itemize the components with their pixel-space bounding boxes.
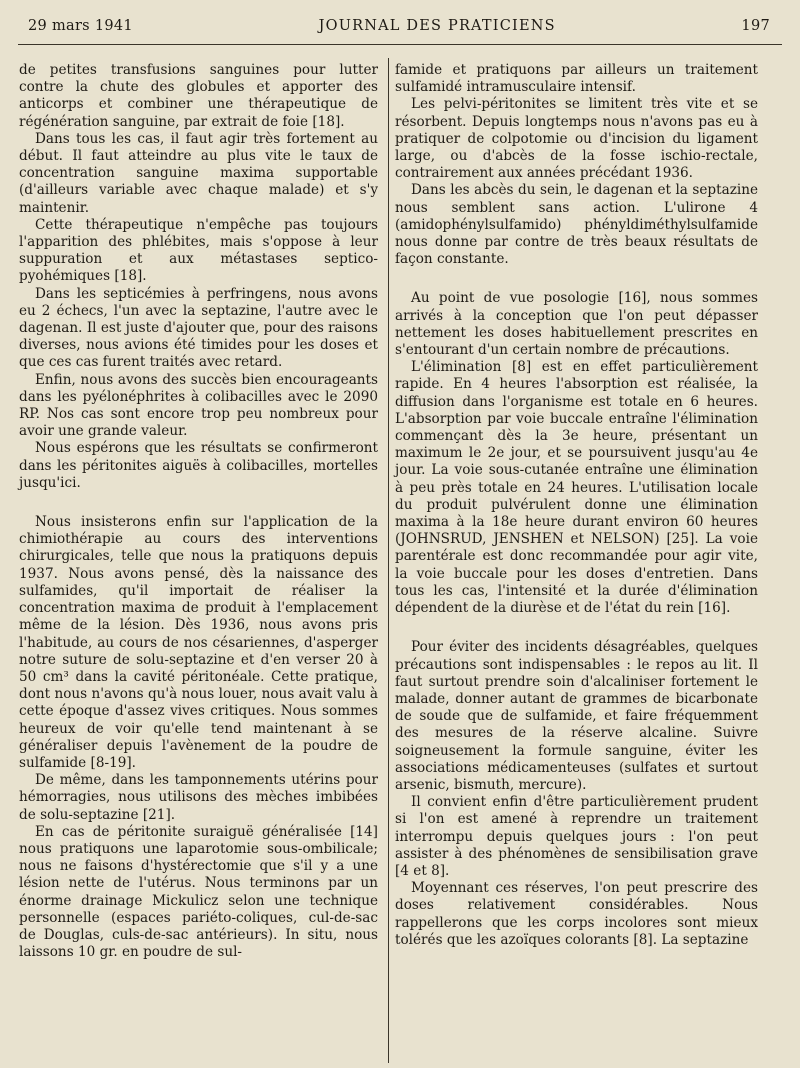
- section-gap: [19, 492, 378, 514]
- paragraph: Il convient enfin d'être particulièrement prudent si l'on est amené à reprendre un traitement interrompu depuis quelques jours : l'on peut assister à des phénomènes de sensibilisation grave [4 et 8].: [395, 794, 758, 879]
- paragraph: Dans tous les cas, il faut agir très fortement au début. Il faut atteindre au plus vite le taux de concentration sanguine maxima supportable (d'ailleurs variable avec chaque malade) et s'y maintenir.: [19, 130, 378, 216]
- paragraph: famide et pratiquons par ailleurs un traitement sulfamidé intramusculaire intensif.: [395, 62, 758, 96]
- paragraph: Moyennant ces réserves, l'on peut prescrire des doses relativement considérables. Nous rappellerons que les corps incolores sont mieux tolérés que les azoïques colorants [8]. La septazine: [395, 880, 758, 948]
- paragraph: Nous espérons que les résultats se confirmeront dans les péritonites aiguës à colibacilles, mortelles jusqu'ici.: [19, 440, 378, 491]
- paragraph: de petites transfusions sanguines pour lutter contre la chute des globules et apporter des anticorps et combiner une thérapeutique de régénération sanguine, par extrait de foie [18].: [19, 62, 378, 130]
- left-column: [19, 62, 378, 961]
- paragraph: Cette thérapeutique n'empêche pas toujours l'apparition des phlébites, mais s'oppose à leur suppuration et aux métastases septico-pyohémiques [18].: [19, 216, 378, 285]
- header-rule: [18, 44, 782, 45]
- paragraph: L'élimination [8] est en effet particulièrement rapide. En 4 heures l'absorption est réalisée, la diffusion dans l'organisme est totale en 6 heures. L'absorption par voie buccale entraîne l'élimination commençant dès la 3e heure, présentant un maximum le 2e jour, et se poursuivent jusqu'au 4e jour. La voie sous-cutanée entraîne une élimination à peu près totale en 24 heures. L'utilisation locale du produit pulvérulent donne une élimination maxima à la 18e heure durant environ 60 heures (JOHNSRUD, JENSHEN et NELSON) [25]. La voie parentérale est donc recommandée pour agir vite, la voie buccale pour les doses d'entretien. Dans tous les cas, l'intensité et la durée d'élimination dépendent de la diurèse et de l'état du rein [16].: [395, 359, 758, 617]
- column-divider: [388, 58, 389, 1063]
- header-journal-title: JOURNAL DES PRATICIENS: [318, 18, 556, 34]
- right-column: [395, 62, 758, 949]
- header-page-number: 197: [741, 18, 770, 34]
- paragraph: Nous insisterons enfin sur l'application de la chimiothérapie au cours des interventions chirurgicales, telle que nous la pratiquons depuis 1937. Nous avons pensé, dès la naissance des sulfamides, qu'il importait de réaliser la concentration maxima de produit à l'emplacement même de la lésion. Dès 1936, nous avons pris l'habitude, au cours de nos césariennes, d'asperger notre suture de solu-septazine et d'en verser 20 à 50 cm³ dans la cavité péritonéale. Cette pratique, dont nous n'avons qu'à nous louer, nous avait valu à cette époque d'assez vives critiques. Nous sommes heureux de voir qu'elle tend maintenant à se généraliser depuis l'avènement de la poudre de sulfamide [8-19].: [19, 514, 378, 771]
- section-gap: [395, 268, 758, 290]
- paragraph: Dans les abcès du sein, le dagenan et la septazine nous semblent sans action. L'ulirone 4 (amidophénylsulfamido) phényldiméthylsulfamide nous donne par contre de très beaux résultats de façon constante.: [395, 182, 758, 268]
- paragraph: Les pelvi-péritonites se limitent très vite et se résorbent. Depuis longtemps nous n'avons pas eu à pratiquer de colpotomie ou d'incision du ligament large, ou d'abcès de la fosse ischio-rectale, contrairement aux années précédant 1936.: [395, 96, 758, 182]
- paragraph: Pour éviter des incidents désagréables, quelques précautions sont indispensables : le repos au lit. Il faut surtout prendre soin d'alcaliniser fortement le malade, donner autant de grammes de bicarbonate de soude que de sulfamide, et faire fréquemment des mesures de la réserve alcaline. Suivre soigneusement la formule sanguine, éviter les associations médicamenteuses (sulfates et surtout arsenic, bismuth, mercure).: [395, 639, 758, 793]
- paragraph: En cas de péritonite suraiguë généralisée [14] nous pratiquons une laparotomie sous-ombilicale; nous ne faisons d'hystérectomie que s'il y a une lésion nette de l'utérus. Nous terminons par un énorme drainage Mickulicz selon une technique personnelle (espaces pariéto-coliques, cul-de-sac de Douglas, culs-de-sac antérieurs). In situ, nous laissons 10 gr. en poudre de sul-: [19, 823, 378, 961]
- paragraph: Enfin, nous avons des succès bien encourageants dans les pyélonéphrites à colibacilles avec le 2090 RP. Nos cas sont encore trop peu nombreux pour avoir une grande valeur.: [19, 371, 378, 440]
- section-gap: [395, 617, 758, 639]
- paragraph: Au point de vue posologie [16], nous sommes arrivés à la conception que l'on peut dépasser nettement les doses habituellement prescrites en s'entourant d'un certain nombre de précautions.: [395, 290, 758, 359]
- header-date: 29 mars 1941: [28, 18, 133, 34]
- running-header: [28, 18, 770, 40]
- paragraph: De même, dans les tamponnements utérins pour hémorragies, nous utilisons des mèches imbibées de solu-septazine [21].: [19, 772, 378, 823]
- paragraph: Dans les septicémies à perfringens, nous avons eu 2 échecs, l'un avec la septazine, l'autre avec le dagenan. Il est juste d'ajouter que, pour des raisons diverses, nous avions été timides pour les doses et que ces cas furent traités avec retard.: [19, 285, 378, 371]
